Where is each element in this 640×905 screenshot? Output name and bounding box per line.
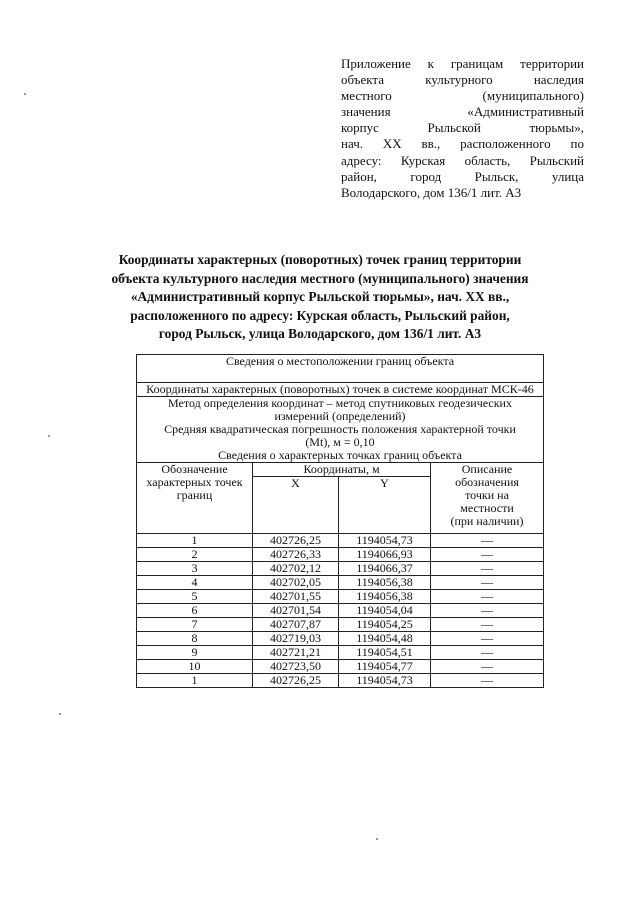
header-line: местности — [460, 501, 514, 515]
annex-line: нач. XX вв., расположенного по — [341, 136, 584, 152]
x-coordinate-cell: 402726,25 — [253, 674, 339, 688]
table-row — [137, 618, 544, 632]
x-coordinate-cell: 402701,54 — [253, 604, 339, 618]
annex-line: Приложение к границам территории — [341, 56, 584, 71]
annex-line: значения «Административный — [341, 104, 584, 120]
title-line: город Рыльск, улица Володарского, дом 136/1 лит. А3 — [158, 326, 482, 342]
title-line: объекта культурного наследия местного (муниципального) значения — [111, 270, 529, 286]
annex-line: адресу: Курская область, Рыльский — [341, 152, 584, 168]
y-coordinate-cell: 1194066,93 — [339, 548, 431, 562]
description-cell: — — [431, 604, 544, 618]
description-cell: — — [431, 534, 544, 548]
point-number-cell: 5 — [137, 590, 253, 604]
location-section-header: Сведения о местоположении границ объекта — [137, 355, 544, 383]
table-row — [137, 534, 544, 548]
x-coordinate-cell: 402702,05 — [253, 576, 339, 590]
annex-line: Володарского, дом 136/1 лит. А3 — [341, 184, 522, 200]
table-row — [137, 646, 544, 660]
method-line: измерений (определений) — [274, 409, 406, 423]
coordinate-system-header: Координаты характерных (поворотных) точек в системе координат МСК-46 — [137, 383, 544, 397]
coordinates-rows — [137, 534, 544, 688]
header-line: точки на — [465, 488, 509, 502]
point-number-cell: 9 — [137, 646, 253, 660]
x-coordinate-cell: 402702,12 — [253, 562, 339, 576]
x-coordinate-cell: 402701,55 — [253, 590, 339, 604]
rms-line: (Mt), м = 0,10 — [305, 435, 375, 449]
x-coordinate-cell: 402707,87 — [253, 618, 339, 632]
annex-note — [341, 56, 584, 201]
point-number-cell: 6 — [137, 604, 253, 618]
description-cell: — — [431, 646, 544, 660]
table-row — [137, 562, 544, 576]
method-line: Метод определения координат – метод спутниковых геодезических — [168, 396, 512, 410]
x-coordinate-cell: 402719,03 — [253, 632, 339, 646]
y-coordinate-cell: 1194054,51 — [339, 646, 431, 660]
y-coordinate-cell: 1194056,38 — [339, 590, 431, 604]
description-cell: — — [431, 562, 544, 576]
title-line: «Административный корпус Рыльской тюрьмы», нач. XX вв., — [130, 289, 510, 305]
description-cell: — — [431, 548, 544, 562]
y-coordinate-cell: 1194054,77 — [339, 660, 431, 674]
title-line: Координаты характерных (поворотных) точек границ территории — [118, 252, 522, 267]
y-column-header: Y — [339, 477, 431, 534]
method-info-cell — [137, 397, 544, 463]
points-info-line: Сведения о характерных точках границ объекта — [218, 448, 462, 462]
point-number-cell: 3 — [137, 562, 253, 576]
header-line: границ — [176, 488, 213, 502]
description-cell: — — [431, 590, 544, 604]
description-cell: — — [431, 660, 544, 674]
coordinates-header: Координаты, м — [253, 463, 431, 477]
annex-line: корпус Рыльской тюрьмы», — [341, 120, 584, 136]
table-row — [137, 632, 544, 646]
point-number-cell: 1 — [137, 674, 253, 688]
y-coordinate-cell: 1194054,04 — [339, 604, 431, 618]
table-row — [137, 576, 544, 590]
table-row — [137, 604, 544, 618]
description-cell: — — [431, 674, 544, 688]
description-header — [431, 463, 544, 534]
coordinates-table — [136, 354, 544, 688]
point-number-cell: 8 — [137, 632, 253, 646]
table-row — [137, 548, 544, 562]
header-line: Описание — [461, 462, 513, 476]
description-cell: — — [431, 618, 544, 632]
y-coordinate-cell: 1194066,37 — [339, 562, 431, 576]
title-line: расположенного по адресу: Курская область, Рыльский район, — [130, 307, 510, 323]
x-coordinate-cell: 402723,50 — [253, 660, 339, 674]
x-column-header: X — [253, 477, 339, 534]
scan-speck — [59, 713, 61, 715]
scan-speck — [24, 93, 26, 95]
header-line: характерных точек — [146, 475, 243, 489]
table-row — [137, 660, 544, 674]
y-coordinate-cell: 1194054,73 — [339, 534, 431, 548]
scan-speck — [48, 435, 50, 437]
description-cell: — — [431, 576, 544, 590]
annex-line: местного (муниципального) — [341, 88, 584, 104]
header-line: Обозначение — [161, 462, 228, 476]
scan-speck — [376, 838, 378, 840]
rms-line: Средняя квадратическая погрешность положения характерной точки — [164, 422, 516, 436]
point-number-cell: 4 — [137, 576, 253, 590]
point-number-cell: 10 — [137, 660, 253, 674]
table-row — [137, 590, 544, 604]
annex-line: район, город Рыльск, улица — [341, 168, 584, 184]
y-coordinate-cell: 1194054,48 — [339, 632, 431, 646]
point-number-cell: 7 — [137, 618, 253, 632]
annex-line: объекта культурного наследия — [341, 72, 584, 88]
header-line: (при наличии) — [450, 514, 524, 528]
x-coordinate-cell: 402726,25 — [253, 534, 339, 548]
x-coordinate-cell: 402721,21 — [253, 646, 339, 660]
y-coordinate-cell: 1194054,73 — [339, 674, 431, 688]
y-coordinate-cell: 1194054,25 — [339, 618, 431, 632]
description-cell: — — [431, 632, 544, 646]
table-row — [137, 674, 544, 688]
header-line: обозначения — [455, 475, 519, 489]
point-number-cell: 2 — [137, 548, 253, 562]
document-title — [60, 251, 580, 344]
y-coordinate-cell: 1194056,38 — [339, 576, 431, 590]
point-number-cell: 1 — [137, 534, 253, 548]
x-coordinate-cell: 402726,33 — [253, 548, 339, 562]
point-designation-header — [137, 463, 253, 534]
